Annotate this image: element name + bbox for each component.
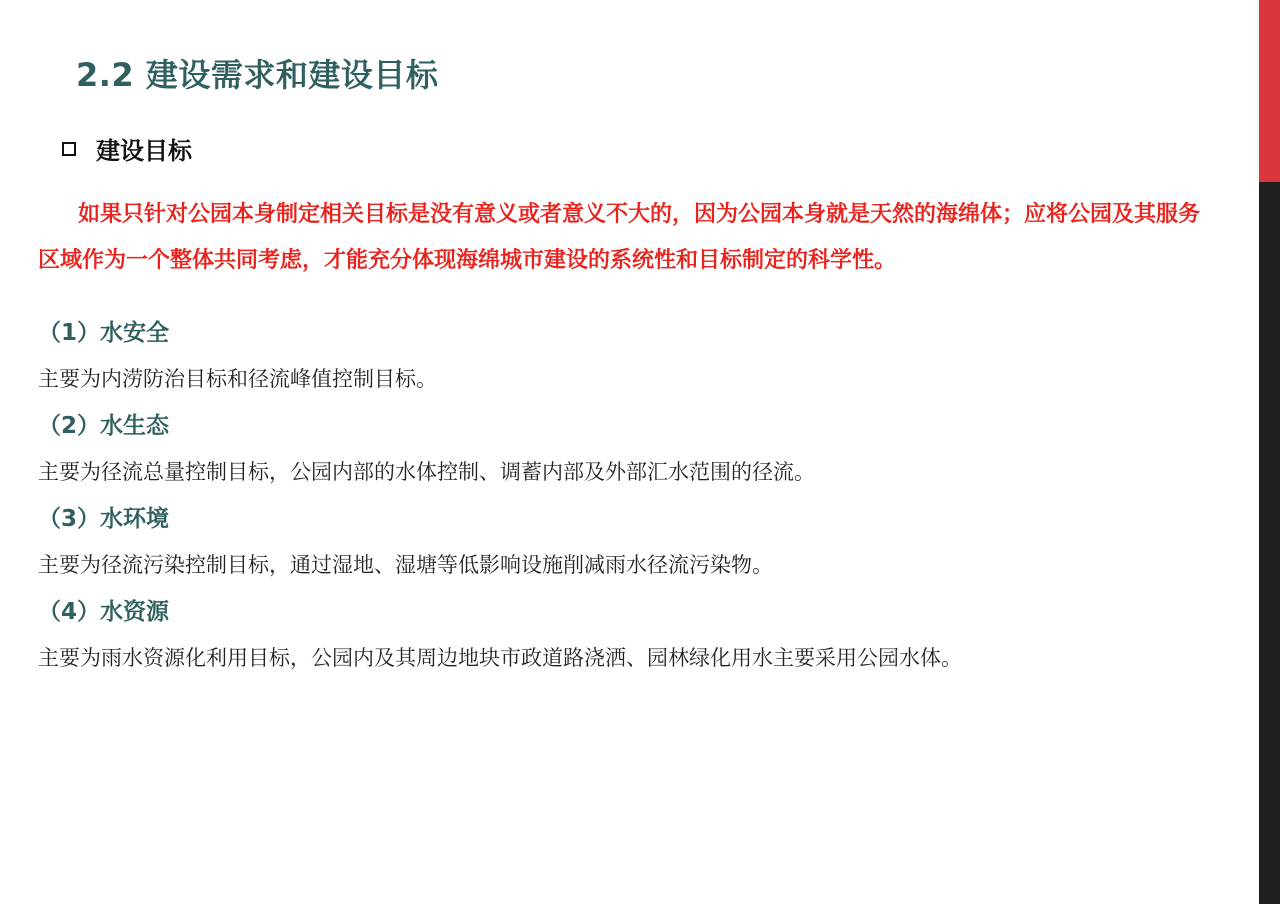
section-heading-water-resources: （4）水资源: [38, 599, 170, 625]
section-body-water-safety: 主要为内涝防治目标和径流峰值控制目标。: [38, 367, 437, 391]
checkbox-icon: [62, 142, 76, 156]
section-body-water-resources: 主要为雨水资源化利用目标，公园内及其周边地块市政道路浇洒、园林绿化用水主要采用公园水体。: [38, 646, 962, 670]
side-decoration-accent: [1259, 0, 1280, 182]
section-body-water-ecology: 主要为径流总量控制目标，公园内部的水体控制、调蓄内部及外部汇水范围的径流。: [38, 460, 815, 484]
subtitle: 建设目标: [96, 137, 192, 165]
page-title: 2.2 建设需求和建设目标: [76, 56, 439, 94]
section-heading-water-environment: （3）水环境: [38, 506, 170, 532]
subtitle-row: [62, 131, 192, 166]
sections-list: [38, 315, 1238, 687]
side-decoration-bar: [1259, 0, 1280, 904]
section-body-water-environment: 主要为径流污染控制目标，通过湿地、湿塘等低影响设施削减雨水径流污染物。: [38, 553, 773, 577]
emphasis-paragraph: 如果只针对公园本身制定相关目标是没有意义或者意义不大的，因为公园本身就是天然的海绵体；应将公园及其服务区域作为一个整体共同考虑，才能充分体现海绵城市建设的系统性和目标制定的科学性。: [38, 202, 1201, 273]
section-heading-water-ecology: （2）水生态: [38, 413, 170, 439]
section-heading-water-safety: （1）水安全: [38, 320, 170, 346]
